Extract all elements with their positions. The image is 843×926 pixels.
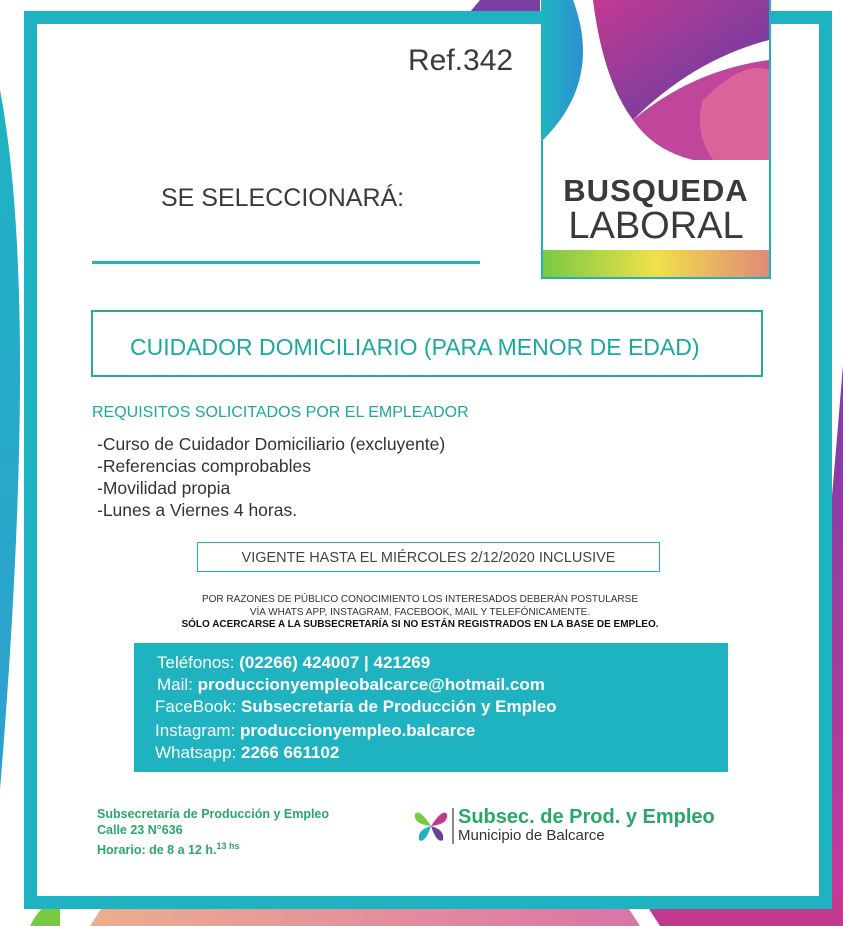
list-item: -Movilidad propia: [97, 478, 231, 498]
reference-number: Ref.342: [408, 44, 514, 77]
phone-value[interactable]: (02266) 424007 | 421269: [239, 653, 431, 672]
facebook-link[interactable]: Subsecretaría de Producción y Empleo: [241, 697, 557, 716]
se-seleccionara-label: SE SELECCIONARÁ:: [161, 184, 405, 212]
facebook-label: FaceBook:: [155, 697, 237, 716]
divider-line: [92, 261, 480, 264]
application-note: [110, 594, 730, 632]
vigente-badge: VIGENTE HASTA EL MIÉRCOLES 2/12/2020 INCLUSIVE: [197, 542, 660, 572]
instagram-label: Instagram:: [155, 721, 236, 740]
banner-title-line2: LABORAL: [568, 205, 744, 247]
office-hours: Horario: de 8 a 12 h.$^{13 hs}$: [97, 841, 240, 858]
contact-box: [134, 643, 728, 772]
requirements-heading: REQUISITOS SOLICITADOS POR EL EMPLEADOR: [92, 404, 469, 421]
mail-row: [157, 675, 545, 695]
office-name: Subsecretaría de Producción y Empleo: [97, 807, 330, 821]
whatsapp-label: Whatsapp:: [155, 743, 237, 762]
logo-divider: [452, 808, 454, 844]
position-title: CUIDADOR DOMICILIARIO (PARA MENOR DE EDAD): [130, 334, 700, 360]
note-line: VÍA WHATS APP, INSTAGRAM, FACEBOOK, MAIL Y TELEFÓNICAMENTE.: [249, 606, 591, 618]
facebook-row: [155, 697, 557, 717]
subsecretaria-logo: [413, 806, 733, 848]
phone-row: [157, 653, 430, 673]
office-address: Calle 23 N°636: [97, 823, 183, 837]
instagram-row: [155, 721, 475, 741]
busqueda-laboral-banner: [541, 0, 771, 279]
mail-label: Mail:: [157, 675, 193, 694]
mail-link[interactable]: produccionyempleobalcarce@hotmail.com: [197, 675, 545, 694]
note-line-bold: SÓLO ACERCARSE A LA SUBSECRETARÍA SI NO ESTÁN REGISTRADOS EN LA BASE DE EMPLEO.: [181, 619, 659, 630]
instagram-link[interactable]: produccionyempleo.balcarce: [240, 721, 476, 740]
list-item: -Curso de Cuidador Domiciliario (excluyente): [97, 434, 446, 454]
requirements-list: [97, 433, 445, 521]
banner-title-line1: BUSQUEDA: [563, 173, 749, 208]
logo-title: Subsec. de Prod. y Empleo: [458, 806, 715, 828]
office-info: [97, 806, 329, 858]
butterfly-icon: [413, 806, 449, 846]
whatsapp-value[interactable]: 2266 661102: [241, 743, 340, 762]
note-line: POR RAZONES DE PÚBLICO CONOCIMIENTO LOS INTERESADOS DEBERÁN POSTULARSE: [201, 594, 638, 605]
list-item: -Referencias comprobables: [97, 456, 311, 476]
logo-subtitle: Municipio de Balcarce: [458, 827, 605, 844]
list-item: -Lunes a Viernes 4 horas.: [97, 500, 298, 520]
whatsapp-row: [155, 743, 339, 763]
phone-label: Teléfonos:: [157, 653, 235, 672]
